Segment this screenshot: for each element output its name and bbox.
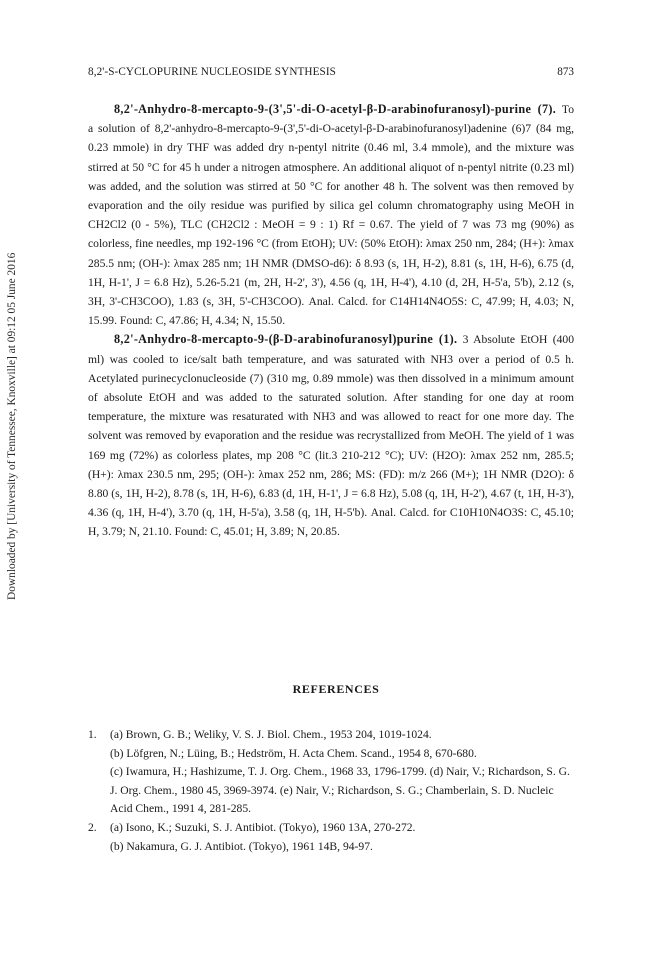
reference-line: (c) Iwamura, H.; Hashizume, T. J. Org. Chem., 1968 33, 1796-1799. (d) Nair, V.; Richardson, S. G. J. Org. Chem., 1980 45, 3969-3974. (e) Nair, V.; Richardson, S. G.; Chamberlain, S. D. Nucleic Acid Chem., 1991 4, 281-285. <box>110 765 570 816</box>
reference-number: 2. <box>88 820 97 834</box>
reference-line: (a) Brown, G. B.; Weliky, V. S. J. Biol. Chem., 1953 204, 1019-1024. <box>110 728 432 741</box>
compound-1-text: 3 Absolute EtOH (400 ml) was cooled to ice/salt bath temperature, and was saturated with NH3 over a period of 0.5 h. Acetylated purinecyclonucleoside (7) (310 mg, 0.89 mmole) was then dissolved in a minimum amount of absolute EtOH and was added to the saturated solution. After standing for one day at room temperature, the mixture was resaturated with NH3 and was allowed to react for one more day. The solvent was removed by evaporation and the residue was recrystallized from MeOH. The yield of 1 was 169 mg (72%) as colorless plates, mp 208 °C (lit.3 210-212 °C); UV: (H2O): λmax 252 nm, 285.5; (H+): λmax 230.5 nm, 295; (OH-): λmax 252 nm, 286; MS: (FD): m/z 266 (M+); 1H NMR (D2O): δ 8.80 (s, 1H, H-2), 8.78 (s, 1H, H-6), 6.83 (d, 1H, H-1', J = 6.8 Hz), 5.08 (q, 1H, H-2'), 4.67 (t, 1H, H-3'), 4.36 (q, 1H, H-4'), 3.70 (q, 1H, H-5'a), 3.58 (q, 1H, H-5'b). Anal. Calcd. for C10H10N4O3S: C, 45.10; H, 3.79; N, 21.10. Found: C, 45.01; H, 3.89; N, 20.85. <box>88 333 574 539</box>
compound-7-text: To a solution of 8,2'-anhydro-8-mercapto-9-(3',5'-di-O-acetyl-β-D-arabinofuranosyl)adenine (6)7 (84 mg, 0.23 mmole) in dry THF was added dry n-pentyl nitrite (0.46 ml, 3.4 mmole), and the mixture was stirred at 50 °C for 45 h under a nitrogen atmosphere. An additional aliquot of n-pentyl nitrite (0.23 ml) was added, and the solution was stirred at 50 °C for another 48 h. The solvent was then removed by evaporation and the oily residue was purified by silica gel column chromatography using MeOH in CH2Cl2 (0 - 5%), TLC (CH2Cl2 : MeOH = 9 : 1) Rf = 0.67. The yield of 7 was 73 mg (90%) as colorless, fine needles, mp 192-196 °C (from EtOH); UV: (50% EtOH): λmax 250 nm, 284; (H+): λmax 285.5 nm; (OH-): λmax 285 nm; 1H NMR (DMSO-d6): δ 8.93 (s, 1H, H-2), 8.81 (s, 1H, H-6), 6.75 (d, 1H, H-1', J = 6.8 Hz), 5.26-5.21 (m, 2H, H-2', 3'), 4.56 (q, 1H, H-4'), 4.10 (d, 2H, H-5'a, 5'b), 2.12 (s, 3H, 3'-CH3COO), 1.83 (s, 3H, 5'-CH3COO). Anal. Calcd. for C14H14N4O5S: C, 47.99; H, 4.03; N, 15.99. Found: C, 47.86; H, 4.34; N, 15.50. <box>88 103 574 328</box>
reference-number: 1. <box>88 728 97 741</box>
reference-line: (b) Löfgren, N.; Lüing, B.; Hedström, H. Acta Chem. Scand., 1954 8, 670-680. <box>110 746 477 760</box>
experimental-section <box>88 100 574 542</box>
reference-line: (b) Nakamura, G. J. Antibiot. (Tokyo), 1961 14B, 94-97. <box>110 839 373 853</box>
reference-item <box>88 726 574 819</box>
running-title: 8,2'-S-CYCLOPURINE NUCLEOSIDE SYNTHESIS <box>88 66 337 78</box>
references-list <box>88 726 574 856</box>
page-number: 873 <box>557 66 574 78</box>
paragraph-compound-1 <box>88 330 574 541</box>
reference-item <box>88 819 574 856</box>
reference-line: (a) Isono, K.; Suzuki, S. J. Antibiot. (Tokyo), 1960 13A, 270-272. <box>110 820 416 834</box>
paragraph-compound-7 <box>88 100 574 330</box>
compound-7-title: 8,2'-Anhydro-8-mercapto-9-(3',5'-di-O-acetyl-β-D-arabinofuranosyl)-purine (7). <box>114 102 557 116</box>
references-heading: REFERENCES <box>292 682 380 696</box>
download-notice: Downloaded by [University of Tennessee, Knoxville] at 09:12 05 June 2016 <box>6 252 18 600</box>
page-header <box>88 66 574 84</box>
compound-1-title: 8,2'-Anhydro-8-mercapto-9-(β-D-arabinofuranosyl)purine (1). <box>114 332 458 347</box>
